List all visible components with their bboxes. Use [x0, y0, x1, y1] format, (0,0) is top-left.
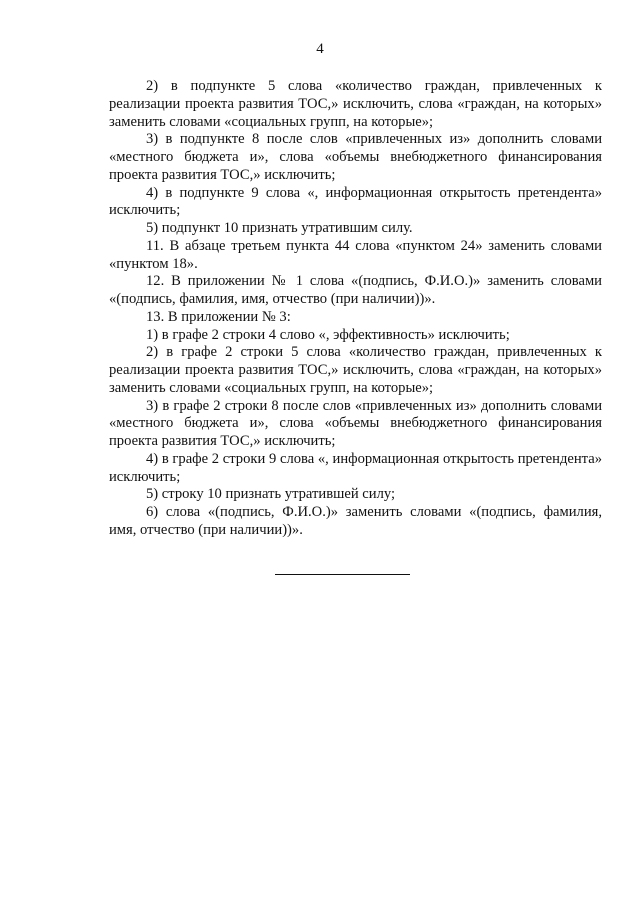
paragraph-item-13: 13. В приложении № 3:: [146, 308, 291, 325]
paragraph-amend-subpoint-5: 2) в подпункте 5 слова «количество граждан, привлеченных к реализации проекта развития ТОС,» исключить, слова «граждан, на которых» заменить словами «социальных групп, на которые»;: [109, 78, 602, 130]
paragraph-item-13-sub-4: 4) в графе 2 строки 9 слова «, информационная открытость претендента» исключить;: [109, 450, 602, 485]
paragraph-item-13-sub-3: 3) в графе 2 строки 8 после слов «привлеченных из» дополнить словами «местного бюджета и», слова «объемы внебюджетного финансирования проекта развития ТОС,» исключить;: [109, 397, 602, 449]
document-body: [109, 78, 602, 540]
page-number: 4: [316, 41, 324, 57]
paragraph-item-11: 11. В абзаце третьем пункта 44 слова «пунктом 24» заменить словами «пунктом 18».: [109, 237, 602, 272]
paragraph-item-13-sub-6: 6) слова «(подпись, Ф.И.О.)» заменить словами «(подпись, фамилия, имя, отчество (при наличии))».: [109, 504, 602, 538]
paragraph-item-13-sub-1: 1) в графе 2 строки 4 слово «, эффективность» исключить;: [146, 326, 510, 343]
closing-separator-line: [275, 574, 410, 575]
paragraph-item-12: 12. В приложении № 1 слова «(подпись, Ф.И.О.)» заменить словами «(подпись, фамилия, имя, отчество (при наличии))».: [109, 273, 602, 307]
paragraph-amend-subpoint-9: 4) в подпункте 9 слова «, информационная открытость претендента» исключить;: [109, 184, 602, 219]
paragraph-amend-subpoint-8: 3) в подпункте 8 после слов «привлеченных из» дополнить словами «местного бюджета и», слова «объемы внебюджетного финансирования проекта развития ТОС,» исключить;: [109, 131, 602, 183]
paragraph-item-13-sub-5: 5) строку 10 признать утратившей силу;: [146, 486, 396, 503]
paragraph-amend-subpoint-10: 5) подпункт 10 признать утратившим силу.: [146, 220, 413, 236]
paragraph-item-13-sub-2: 2) в графе 2 строки 5 слова «количество граждан, привлеченных к реализации проекта развития ТОС,» исключить, слова «граждан, на которых» заменить словами «социальных групп, на которые»;: [109, 344, 602, 396]
